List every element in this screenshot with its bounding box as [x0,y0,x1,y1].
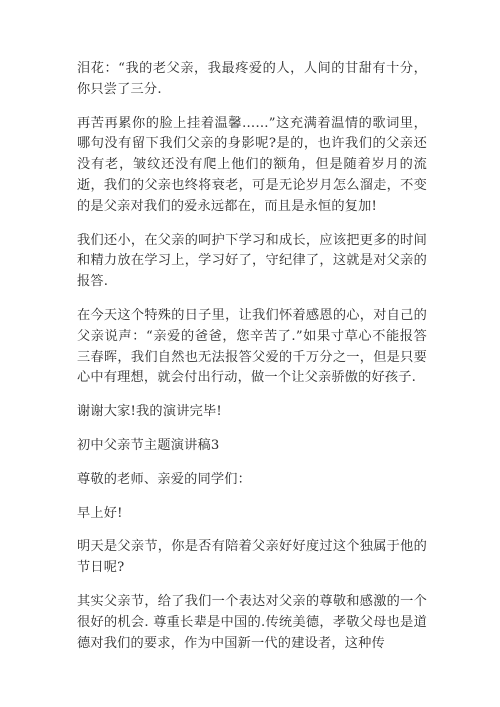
paragraph: 明天是父亲节，你是否有陪着父亲好好度过这个独属于他的节日呢? [77,539,427,576]
salutation: 尊敬的老师、亲爱的同学们： [77,471,252,487]
greeting: 早上好! [77,505,123,521]
paragraph: 我们还小，在父亲的呵护下学习和成长，应该把更多的时间和精力放在学习上，学习好了，守纪律了，这就是对父亲的报答. [77,232,427,290]
paragraph: 在今天这个特殊的日子里，让我们怀着感恩的心，对自己的父亲说声：“亲爱的爸爸，您辛苦了.”如果寸草心不能报答三春晖，我们自然也无法报答父爱的千万分之一，但是只要心中有理想，就会付出行动，做一个让父亲骄傲的好孩子. [77,307,427,386]
paragraph: 其实父亲节，给了我们一个表达对父亲的尊敬和感激的一个很好的机会. 尊重长辈是中国的.传统美德，孝敬父母也是道德对我们的要求，作为中国新一代的建设者，这种传 [77,593,427,651]
section-heading: 初中父亲节主题演讲稿3 [77,437,220,453]
document-body [77,59,427,667]
paragraph: 谢谢大家!我的演讲完毕! [77,404,222,420]
paragraph: 泪花：“我的老父亲，我最疼爱的人，人间的甘甜有十分，你只尝了三分. [77,61,427,97]
paragraph: 再苦再累你的脸上挂着温馨……”这充满着温情的歌词里，哪句没有留下我们父亲的身影呢?是的，也许我们的父亲还没有老，皱纹还没有爬上他们的额角，但是随着岁月的流逝，我们的父亲也终将衰老，可是无论岁月怎么溜走，不变的是父亲对我们的爱永远都在，而且是永恒的复加! [77,115,427,214]
